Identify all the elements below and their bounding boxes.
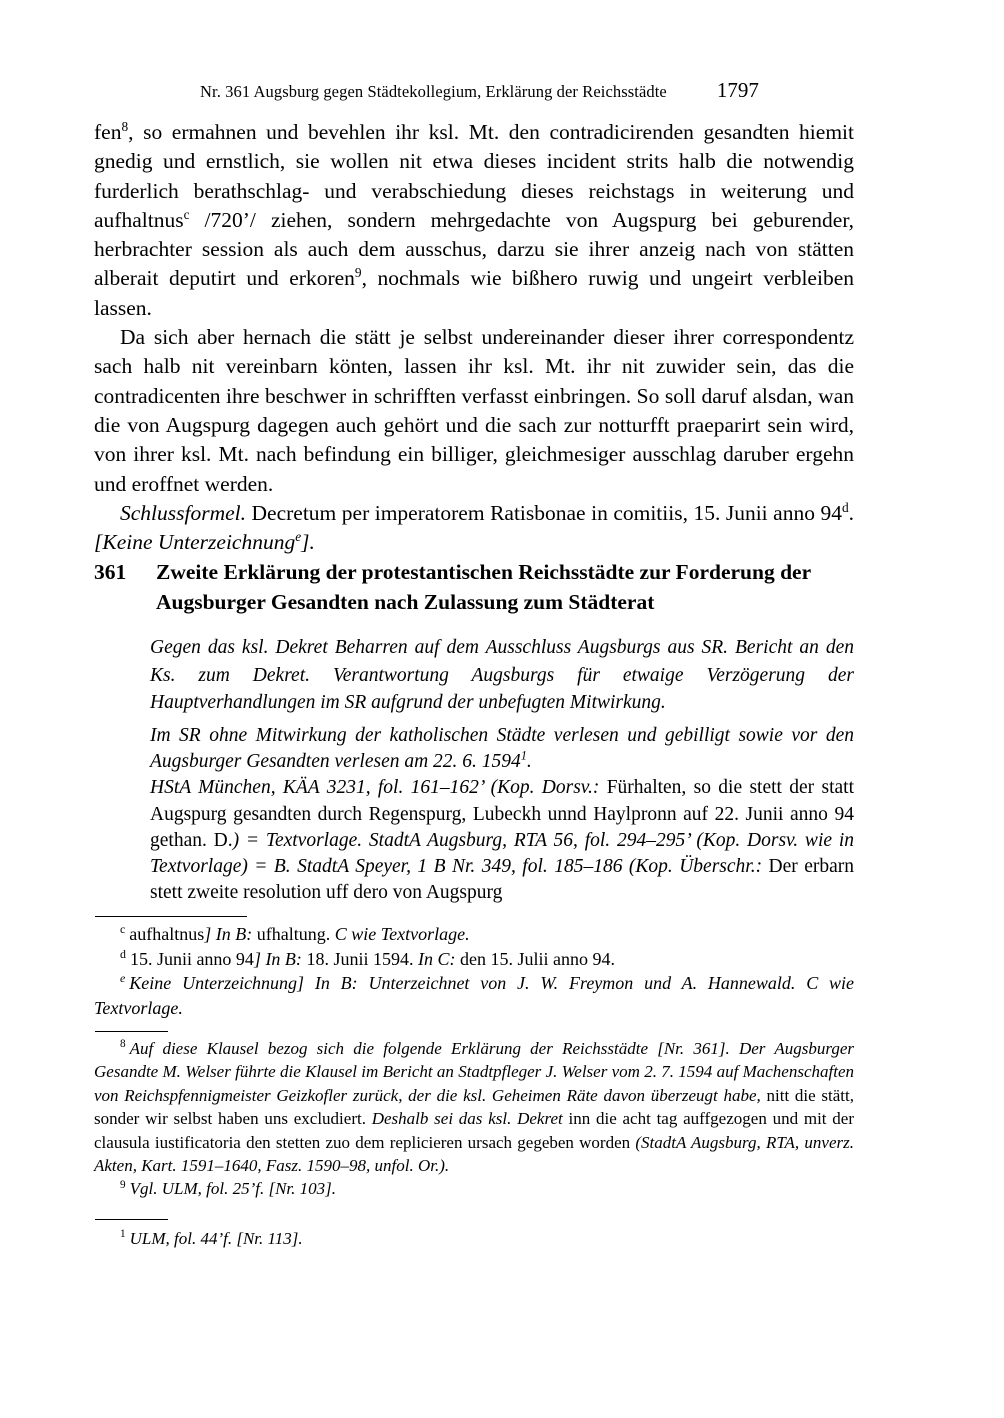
section-number: 361 — [94, 560, 127, 584]
fn-c-rom-1: aufhaltnus — [129, 924, 205, 944]
running-head — [96, 78, 908, 103]
fn-8-rom-1: nitt die stätt, sonder wir selbst haben uns excludiert. — [94, 1085, 854, 1129]
fn-c-rom-2: ufhaltung. — [252, 924, 335, 944]
footnote-separator-rule-continued — [95, 1219, 168, 1220]
fn-8-it-2: Deshalb sei das ksl. Dekret — [371, 1109, 563, 1129]
fn-8-it-3: (StadtA Augsburg, RTA, unverz. Akten, Kart. 1591–1640, Fasz. 1590–98, unfol. Or.). — [94, 1132, 854, 1176]
main-text-body — [94, 118, 854, 557]
fn-1-smallcaps: ULM — [129, 1229, 166, 1248]
footnote-mark-8: 8 — [120, 1038, 126, 1051]
fn-9-it-pre: Vgl. — [129, 1179, 162, 1199]
fn-e-it-all: Keine Unterzeichnung] In B: Unterzeichnet von J. W. Freymon und A. Hannewald. C wie Textvorlage. — [94, 973, 854, 1018]
apparatus-ref-c: c — [183, 206, 190, 222]
apparatus-ref-e: e — [295, 529, 302, 544]
apparatus-separator-rule — [95, 916, 247, 917]
fn-8-rom-2: inn die acht tag auffgezogen und mit der clausula iustificatoria den stetten zuo dem replicieren ursach gegeben worden — [94, 1109, 854, 1152]
paragraph-continuation — [94, 118, 854, 323]
page-number: 1797 — [716, 78, 759, 102]
footnote-8 — [94, 1037, 854, 1177]
fn-c-it-1: ] In B: — [204, 924, 253, 944]
schlussformel-tail: . — [848, 500, 854, 525]
fn-9-smallcaps: ULM — [161, 1179, 198, 1199]
footnote-9 — [94, 1177, 854, 1200]
running-head-title: Nr. 361 Augsburg gegen Städtekollegium, Erklärung der Reichsstädte — [200, 82, 667, 101]
section-heading — [94, 558, 854, 617]
paragraph-1-end: , nochmals wie bißhero ruwig und ungeirt verbleiben lassen. — [94, 266, 854, 320]
keine-unterzeichnung-pre: [Keine Unterzeichnung — [94, 530, 296, 555]
paragraph-1-pre: fen — [94, 120, 122, 144]
footnote-ref-8: 8 — [121, 118, 129, 134]
section-footnotes — [94, 1227, 854, 1250]
schlussformel-label: Schlussformel. — [120, 500, 247, 525]
source-rom-b: Der erbarn stett zweite resolution uff dero von Augspurg — [150, 856, 854, 904]
source-note-pre: Im SR ohne Mitwirkung der katholischen Städte verlesen und gebilligt sowie vor den Augsburger Gesandten verlesen am 22. 6. 1594 — [150, 725, 854, 773]
fn-d-it-1: ] In B: — [253, 948, 302, 969]
apparatus-footnote-d — [94, 947, 854, 972]
fn-1-it-post: , fol. 44’f. [Nr. 113]. — [165, 1229, 303, 1248]
apparatus-ref-d: d — [841, 499, 849, 515]
apparatus-footnote-e — [94, 971, 854, 1020]
source-transmission-note — [150, 723, 854, 775]
apparatus-mark-e: e — [120, 971, 126, 986]
paragraph-2: Da sich aber hernach die stätt je selbst undereinander dieser ihrer correspondentz sach halb nit vereinbarn könten, lassen ihr ksl. Mt. ihr nit zuwider sein, das die contradicenten ihre beschwer in schrifften verfasst einbringen. So soll daruf alsdan, wan die von Augspurg dagegen auch gehört und die sach zur notturfft praeparirt sein wird, von ihrer ksl. Mt. nach befindung ein billiger, gleichmesiger ausschlag daruber ergehn und eroffnet werden. — [94, 325, 854, 496]
keine-unterzeichnung-post: ]. — [301, 530, 315, 555]
source-block — [150, 723, 854, 906]
fn-d-rom-1: 15. Junii anno 94 — [129, 948, 254, 969]
schlussformel-paragraph — [94, 499, 854, 558]
source-archival-reference — [150, 775, 854, 906]
paragraph-1-post: , so ermahnen und bevehlen ihr ksl. Mt. den contradicirenden gesandten hiemit gnedig und ernstlich, sie wollen nit etwa dieses incident strits halb die notwendig furderlich berathschlag- und verabschiedung dieses reichstags in weiterung und aufhaltnus — [94, 120, 854, 232]
apparatus-footnotes — [94, 922, 854, 1020]
fn-d-rom-3: den 15. Julii anno 94. — [455, 948, 615, 969]
section-title: Zweite Erklärung der protestantischen Reichsstädte zur Forderung der Augsburger Gesandten nach Zulassung zum Städterat — [156, 560, 811, 614]
footnote-separator-rule — [95, 1031, 168, 1032]
apparatus-mark-d: d — [120, 946, 126, 961]
fn-8-it-1: Auf diese Klausel bezog sich die folgende Erklärung der Reichsstädte [Nr. 361]. Der Augsburger Gesandte M. Welser führte die Klausel im Bericht an Stadtpfleger J. Welser vom 2. 7. 1594 auf Machenschaften von Reichspfennigmeister Geizkofler zurück, der die ksl. Geheimen Räte davon überzeugt habe, — [94, 1039, 854, 1105]
apparatus-mark-c: c — [120, 922, 126, 936]
schlussformel-text: Decretum per imperatorem Ratisbonae in comitiis, 15. Junii anno 94 — [246, 500, 842, 525]
paragraph-1-mid: /720’/ ziehen, sondern mehrgedachte von Augspurg bei geburender, herbrachter session als auch dem ausschus, darzu sie ihrer anzeig nach von stätten alberait deputirt und erkoren — [94, 207, 854, 291]
source-it-a: HStA München, KÄA 3231, fol. 161–162’ (Kop. Dorsv.: — [150, 777, 600, 799]
fn-d-rom-2: 18. Junii 1594. — [301, 948, 418, 969]
fn-c-it-2: C wie Textvorlage. — [334, 924, 470, 944]
source-it-b: ) = Textvorlage. StadtA Augsburg, RTA 56, fol. 294–295’ (Kop. Dorsv. wie in Textvorlage) = B. StadtA Speyer, 1 B Nr. 349, fol. 185–186 (Kop. Überschr.: — [150, 829, 854, 878]
footnote-mark-9: 9 — [120, 1178, 126, 1191]
apparatus-footnote-c — [94, 922, 854, 947]
source-rom-a: Fürhalten, so die stett der statt Augspurg gesandten durch Regenspurg, Lubeckh unnd Haylpronn auf 22. Junii anno 94 gethan. D. — [150, 777, 854, 851]
fn-9-it-post: , fol. 25’f. [Nr. 103]. — [197, 1179, 337, 1199]
footnote-1 — [94, 1227, 854, 1250]
source-note-post: . — [526, 751, 532, 773]
footnote-ref-9: 9 — [354, 265, 362, 281]
fn-d-it-2: In C: — [417, 948, 456, 969]
regest-block: Gegen das ksl. Dekret Beharren auf dem Ausschluss Augsburgs aus SR. Bericht an den Ks. zum Dekret. Verantwortung Augsburgs für etwaige Verzögerung der Hauptverhandlungen im SR aufgrund der unbefugten Mitwirkung. — [150, 637, 854, 713]
footnote-mark-1: 1 — [120, 1228, 126, 1241]
footnote-ref-1: 1 — [520, 748, 527, 763]
numbered-footnotes — [94, 1037, 854, 1201]
